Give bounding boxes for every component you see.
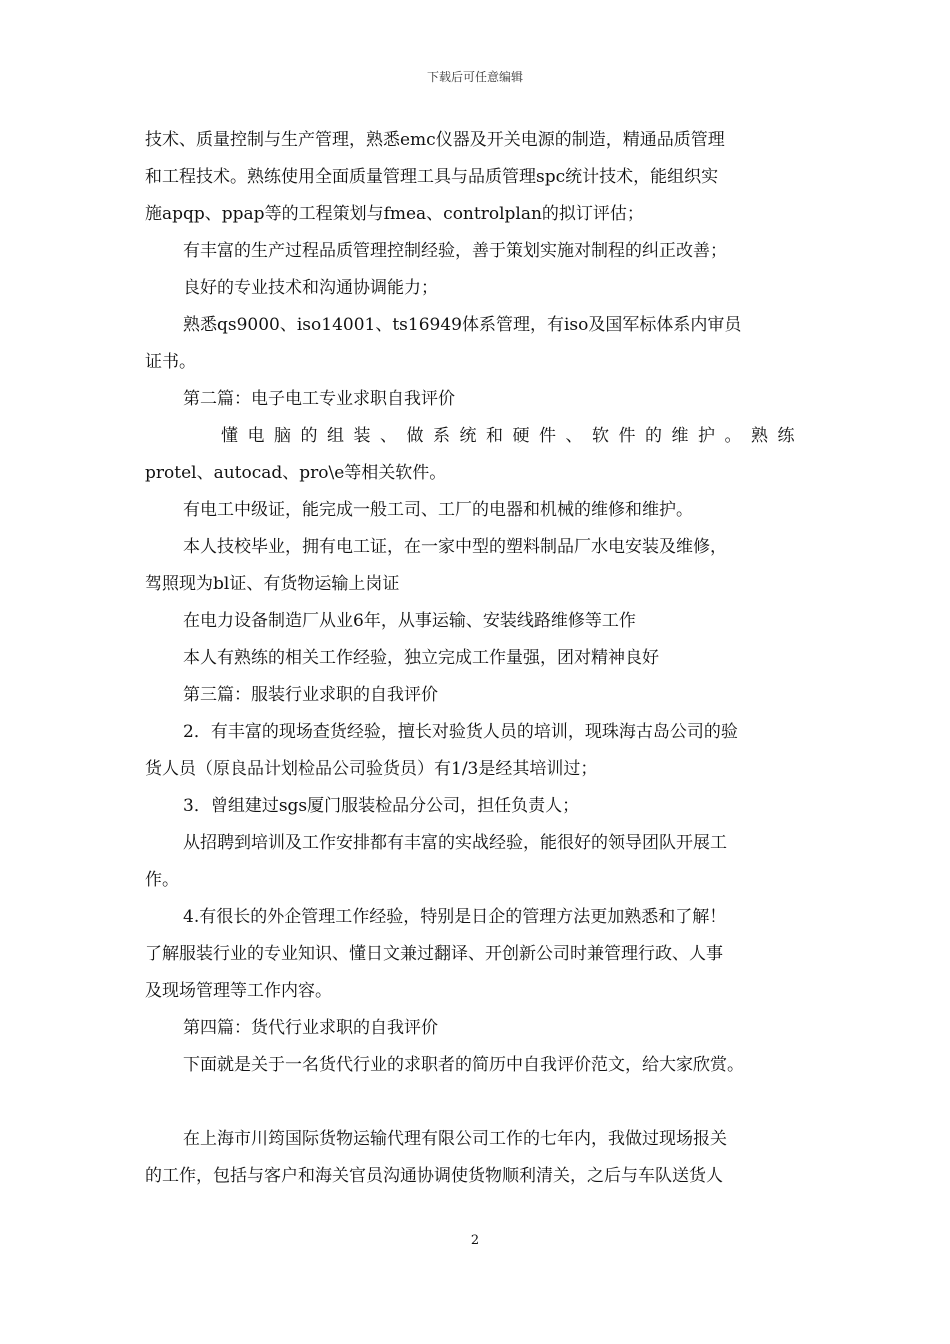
text-line: 证书。 <box>145 352 196 372</box>
section-heading-4: 第四篇：货代行业求职的自我评价 <box>183 1018 438 1038</box>
text-line: 良好的专业技术和沟通协调能力； <box>183 278 438 298</box>
text-line: 本人有熟练的相关工作经验，独立完成工作量强，团对精神良好 <box>183 648 659 668</box>
text-line: 和工程技术。熟练使用全面质量管理工具与品质管理spc统计技术，能组织实 <box>145 167 719 187</box>
text-line: 本人技校毕业，拥有电工证，在一家中型的塑料制品厂水电安装及维修， <box>183 537 727 557</box>
text-line: 有丰富的生产过程品质管理控制经验，善于策划实施对制程的纠正改善； <box>183 241 727 261</box>
text-line: 在上海市川筠国际货物运输代理有限公司工作的七年内，我做过现场报关 <box>183 1129 727 1149</box>
text-line: 货人员（原良品计划检品公司验货员）有1/3是经其培训过； <box>145 759 598 779</box>
text-line: 4.有很长的外企管理工作经验，特别是日企的管理方法更加熟悉和了解！ <box>183 907 727 927</box>
text-line: 2．有丰富的现场查货经验，擅长对验货人员的培训，现珠海古岛公司的验 <box>183 722 738 742</box>
page-header: 下载后可任意编辑 <box>426 70 523 84</box>
document-body <box>145 122 807 1195</box>
text-line: 驾照现为bl证、有货物运输上岗证 <box>145 574 400 594</box>
section-heading-3: 第三篇：服装行业求职的自我评价 <box>183 685 438 705</box>
text-line: 作。 <box>145 870 179 890</box>
text-line: 懂电脑的组装、做系统和硬件、软件的维护。熟练 <box>221 426 804 446</box>
text-line: 有电工中级证，能完成一般工司、工厂的电器和机械的维修和维护。 <box>183 500 693 520</box>
section-heading-2: 第二篇：电子电工专业求职自我评价 <box>183 389 455 409</box>
blank-line <box>145 1084 807 1121</box>
text-line: 施apqp、ppap等的工程策划与fmea、controlplan的拟订评估； <box>145 204 644 224</box>
page-number: 2 <box>470 1233 480 1248</box>
text-line: 从招聘到培训及工作安排都有丰富的实战经验，能很好的领导团队开展工 <box>183 833 727 853</box>
text-line: 在电力设备制造厂从业6年，从事运输、安装线路维修等工作 <box>183 611 636 631</box>
text-line: 技术、质量控制与生产管理，熟悉emc仪器及开关电源的制造，精通品质管理 <box>145 130 725 150</box>
text-line: 3．曾组建过sgs厦门服装检品分公司，担任负责人； <box>183 796 580 816</box>
text-line: 了解服装行业的专业知识、懂日文兼过翻译、开创新公司时兼管理行政、人事 <box>145 944 723 964</box>
text-line: 下面就是关于一名货代行业的求职者的简历中自我评价范文，给大家欣赏。 <box>183 1055 744 1075</box>
text-line: 及现场管理等工作内容。 <box>145 981 332 1001</box>
text-line: 熟悉qs9000、iso14001、ts16949体系管理，有iso及国军标体系内审员 <box>183 315 742 335</box>
text-line: protel、autocad、pro\e等相关软件。 <box>145 463 447 483</box>
text-line: 的工作，包括与客户和海关官员沟通协调使货物顺利清关，之后与车队送货人 <box>145 1166 723 1186</box>
